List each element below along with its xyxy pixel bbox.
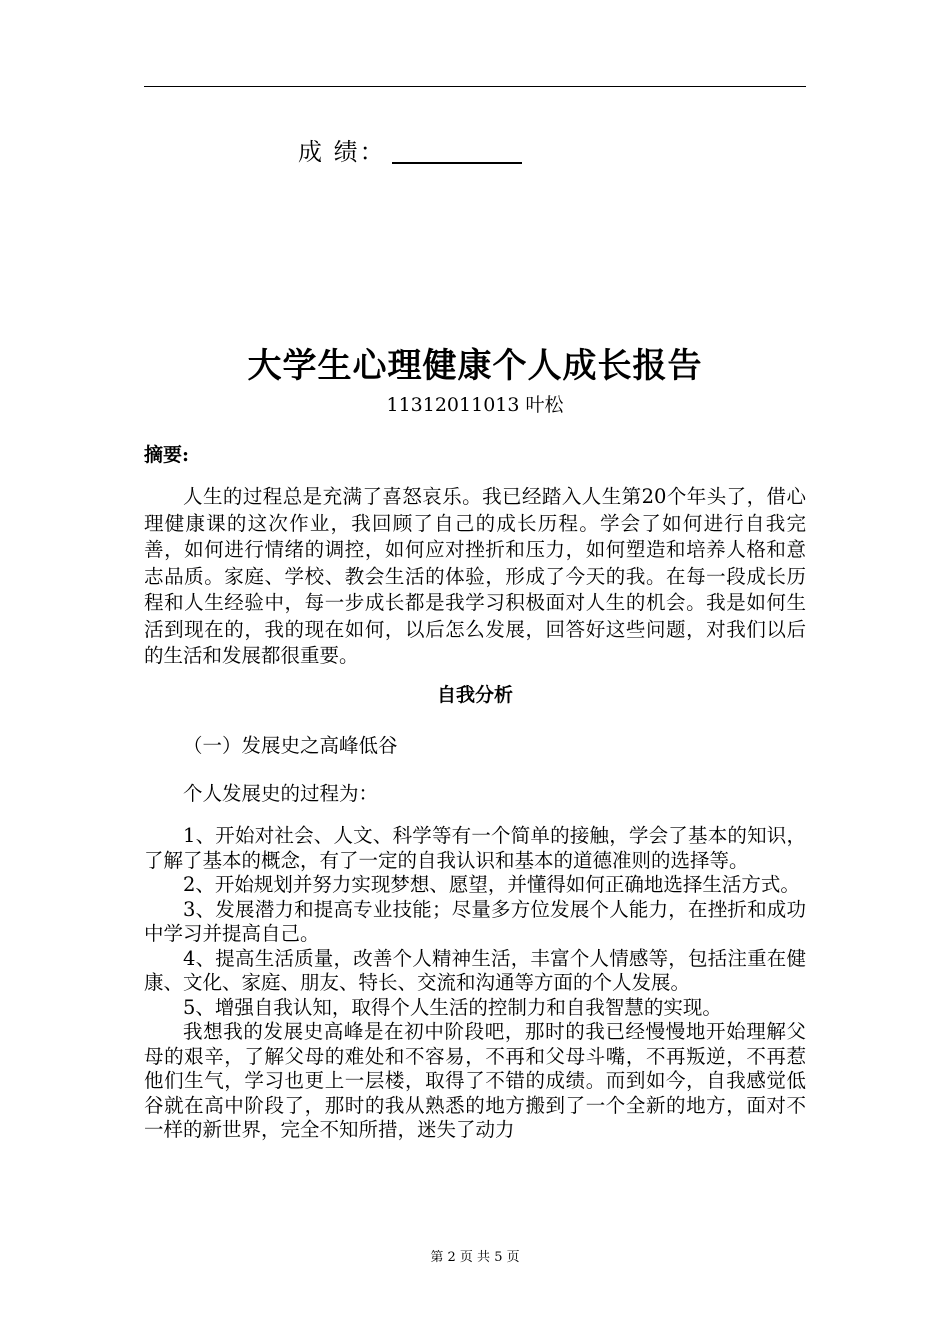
list-item: 3、发展潜力和提高专业技能；尽量多方位发展个人能力，在挫折和成功中学习并提高自己。: [144, 897, 806, 945]
score-line: [298, 132, 522, 167]
abstract-text: 人生的过程总是充满了喜怒哀乐。我已经踏入人生第20个年头了，借心理健康课的这次作业，我回顾了自己的成长历程。学会了如何进行自我完善，如何进行情绪的调控，如何应对挫折和压力，如何塑造和培养人格和意志品质。家庭、学校、教会生活的体验，形成了今天的我。在每一段成长历程和人生经验中，每一步成长都是我学习积极面对人生的机会。我是如何生活到现在的，我的现在如何，以后怎么发展，回答好这些问题，对我们以后的生活和发展都很重要。: [144, 485, 806, 667]
score-blank-field: [392, 140, 522, 164]
list-item: 2、开始规划并努力实现梦想、愿望，并懂得如何正确地选择生活方式。: [183, 873, 800, 896]
page-footer: 第 2 页 共 5 页: [430, 1250, 520, 1265]
author-byline: 11312011013 叶松: [386, 394, 564, 416]
header-rule: [144, 86, 806, 87]
list-item: 5、增强自我认知，取得个人生活的控制力和自我智慧的实现。: [183, 995, 722, 1019]
list-item: 1、开始对社会、人文、科学等有一个简单的接触，学会了基本的知识，了解了基本的概念，有了一定的自我认识和基本的道德准则的选择等。: [144, 824, 806, 872]
body-paragraph: 我想我的发展史高峰是在初中阶段吧，那时的我已经慢慢地开始理解父母的艰辛，了解父母的难处和不容易，不再和父母斗嘴，不再叛逆，不再惹他们生气，学习也更上一层楼，取得了不错的成绩。而到如今，自我感觉低谷就在高中阶段了，那时的我从熟悉的地方搬到了一个全新的地方，面对不一样的新世界，完全不知所措，迷失了动力: [144, 1020, 806, 1141]
section-heading: 自我分析: [436, 684, 513, 706]
section-intro: 个人发展史的过程为：: [183, 782, 379, 805]
abstract-label: 摘要:: [144, 444, 190, 466]
development-list: [144, 824, 806, 1143]
report-title: 大学生心理健康个人成长报告: [247, 346, 703, 386]
list-item: 4、提高生活质量，改善个人精神生活，丰富个人情感等，包括注重在健康、文化、家庭、朋友、特长、交流和沟通等方面的个人发展。: [144, 946, 806, 994]
section-subheading: （一）发展史之高峰低谷: [183, 734, 398, 757]
score-label: 成 绩：: [298, 138, 386, 166]
